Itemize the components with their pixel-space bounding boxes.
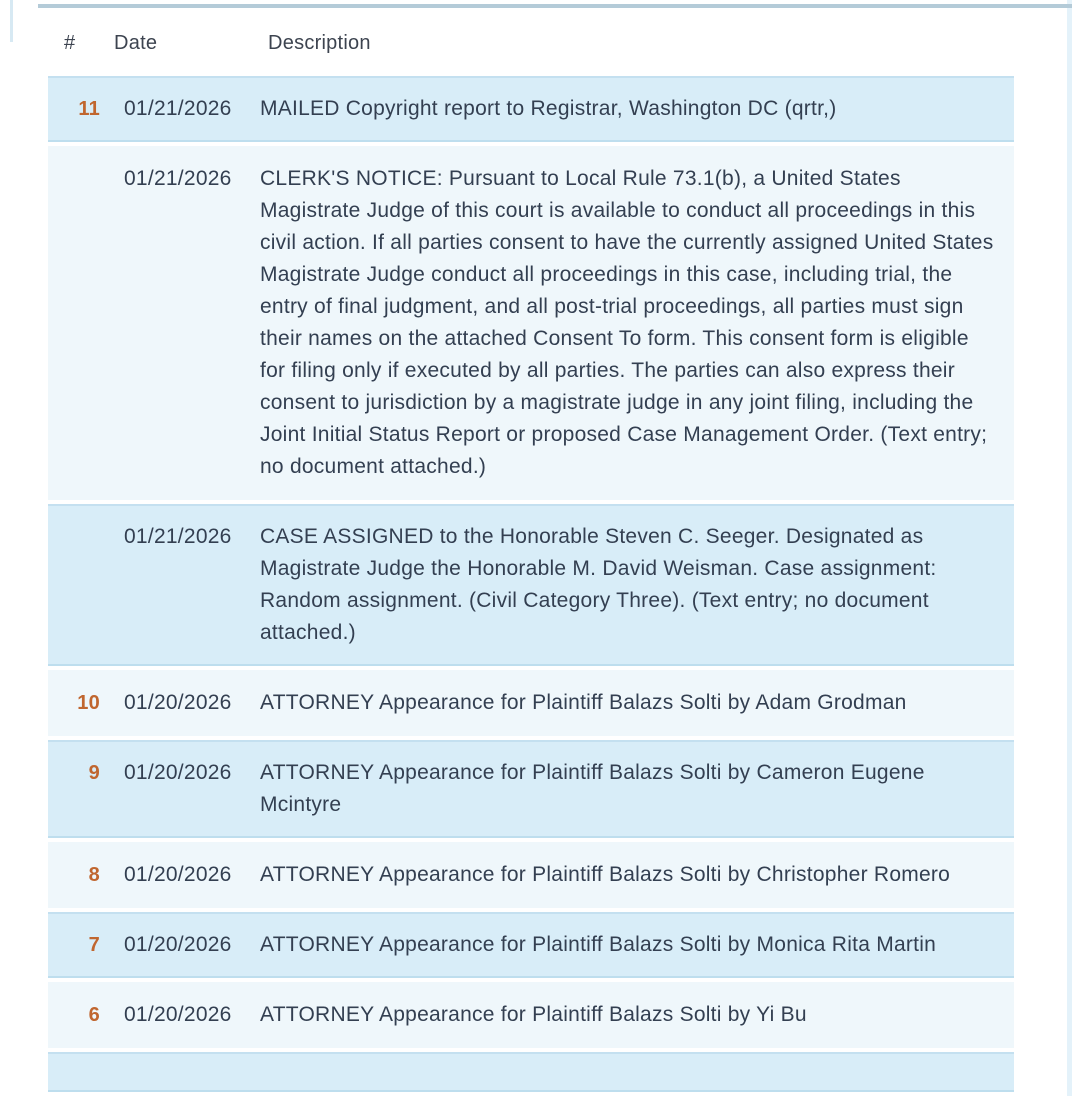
entry-date: 01/21/2026 bbox=[124, 525, 232, 548]
entry-date: 01/20/2026 bbox=[124, 933, 232, 956]
entry-number-cell bbox=[48, 740, 108, 838]
entry-number-link[interactable]: 7 bbox=[88, 934, 100, 956]
entry-number-cell bbox=[48, 504, 108, 666]
entry-description: CASE ASSIGNED to the Honorable Steven C. Seeger. Designated as Magistrate Judge the Honorable M. David Weisman. Case assignment: Random assignment. (Civil Category Three). (Text entry; no document attached.) bbox=[260, 525, 937, 644]
entry-number-cell bbox=[48, 76, 108, 142]
entry-date: 01/20/2026 bbox=[124, 691, 232, 714]
entry-number-link[interactable]: 10 bbox=[77, 692, 100, 714]
docket-entry-row bbox=[48, 504, 1014, 670]
entry-description: ATTORNEY Appearance for Plaintiff Balazs Solti by Christopher Romero bbox=[260, 863, 951, 886]
docket-entry-row bbox=[48, 146, 1014, 504]
entry-description: ATTORNEY Appearance for Plaintiff Balazs Solti by Monica Rita Martin bbox=[260, 933, 937, 956]
entry-number-cell bbox=[48, 670, 108, 736]
entry-number-cell bbox=[48, 146, 108, 500]
entry-date: 01/20/2026 bbox=[124, 863, 232, 886]
entry-description: ATTORNEY Appearance for Plaintiff Balazs Solti by Cameron Eugene Mcintyre bbox=[260, 761, 925, 816]
entry-date: 01/20/2026 bbox=[124, 1003, 232, 1026]
entry-number-cell bbox=[48, 912, 108, 978]
entry-description: ATTORNEY Appearance for Plaintiff Balazs Solti by Yi Bu bbox=[260, 1003, 807, 1026]
table-top-border bbox=[38, 4, 1072, 8]
entry-description: MAILED Copyright report to Registrar, Washington DC (qrtr,) bbox=[260, 97, 837, 120]
entry-number-link[interactable]: 6 bbox=[88, 1004, 100, 1026]
column-header-description: Description bbox=[268, 32, 371, 54]
page-right-edge bbox=[1067, 0, 1072, 1096]
entry-date: 01/20/2026 bbox=[124, 761, 232, 784]
table-header-row bbox=[48, 8, 1014, 76]
entry-description: ATTORNEY Appearance for Plaintiff Balazs Solti by Adam Grodman bbox=[260, 691, 907, 714]
docket-entry-row bbox=[48, 912, 1014, 982]
entry-number-link[interactable]: 9 bbox=[88, 762, 100, 784]
docket-entries-table bbox=[48, 0, 1014, 1092]
docket-entry-row bbox=[48, 76, 1014, 146]
column-header-date: Date bbox=[114, 32, 158, 54]
left-edge-line bbox=[10, 0, 13, 42]
docket-entry-row bbox=[48, 982, 1014, 1052]
entry-number-cell bbox=[48, 842, 108, 908]
next-row-partial bbox=[48, 1052, 1014, 1092]
docket-entry-row bbox=[48, 740, 1014, 842]
docket-entry-row bbox=[48, 842, 1014, 912]
entry-number-link[interactable]: 8 bbox=[88, 864, 100, 886]
docket-entry-row bbox=[48, 670, 1014, 740]
entry-date: 01/21/2026 bbox=[124, 97, 232, 120]
entry-number-cell bbox=[48, 982, 108, 1048]
entry-number-link[interactable]: 11 bbox=[78, 98, 100, 120]
docket-entries-body bbox=[48, 76, 1014, 1052]
column-header-number: # bbox=[64, 32, 76, 54]
entry-description: CLERK'S NOTICE: Pursuant to Local Rule 73.1(b), a United States Magistrate Judge of this court is available to conduct all proceedings in this civil action. If all parties consent to have the currently assigned United States Magistrate Judge conduct all proceedings in this case, including trial, the entry of final judgment, and all post-trial proceedings, all parties must sign their names on the attached Consent To form. This consent form is eligible for filing only if executed by all parties. The parties can also express their consent to jurisdiction by a magistrate judge in any joint filing, including the Joint Initial Status Report or proposed Case Management Order. (Text entry; no document attached.) bbox=[260, 167, 994, 478]
entry-date: 01/21/2026 bbox=[124, 167, 232, 190]
